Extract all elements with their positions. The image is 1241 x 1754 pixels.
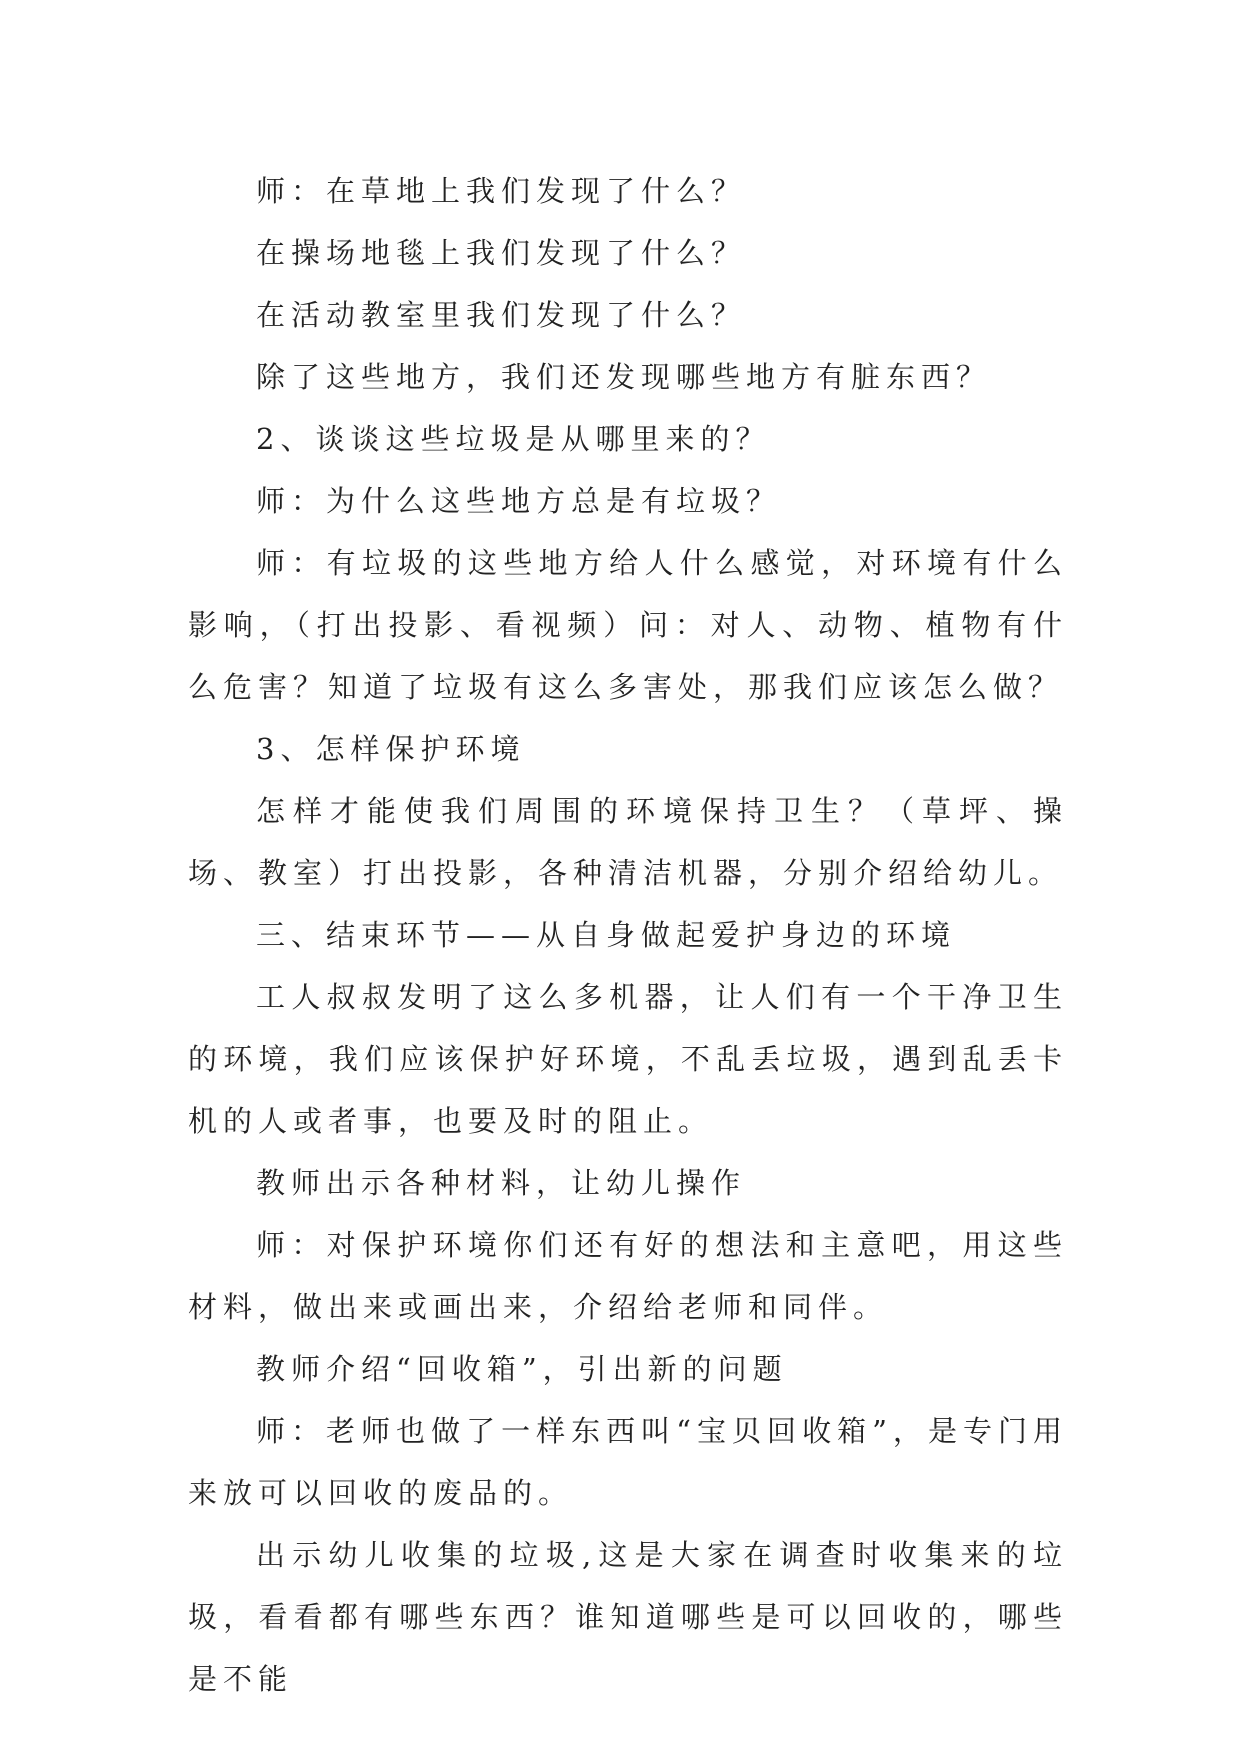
paragraph-1: 师：在草地上我们发现了什么？ [256, 174, 747, 208]
paragraph-6: 师：为什么这些地方总是有垃圾？ [256, 484, 782, 518]
paragraph-3: 在活动教室里我们发现了什么？ [256, 298, 747, 332]
paragraph-13: 师：对保护环境你们还有好的想法和主意吧，用这些材料，做出来或画出来，介绍给老师和同伴。 [188, 1228, 1068, 1324]
paragraph-2: 在操场地毯上我们发现了什么？ [256, 236, 747, 270]
paragraph-7: 师：有垃圾的这些地方给人什么感觉，对环境有什么影响，（打出投影、看视频）问：对人、动物、植物有什么危害？知道了垃圾有这么多害处，那我们应该怎么做？ [188, 546, 1068, 704]
paragraph-8: 3、怎样保护环境 [256, 732, 526, 766]
paragraph-5: 2、谈谈这些垃圾是从哪里来的？ [256, 422, 771, 456]
paragraph-16: 出示幼儿收集的垃圾,这是大家在调查时收集来的垃圾，看看都有哪些东西？谁知道哪些是可以回收的，哪些是不能 [188, 1538, 1068, 1696]
document-body [188, 160, 1068, 1710]
paragraph-11: 工人叔叔发明了这么多机器，让人们有一个干净卫生的环境，我们应该保护好环境，不乱丢垃圾，遇到乱丢卡机的人或者事，也要及时的阻止。 [188, 980, 1068, 1138]
paragraph-14: 教师介绍“回收箱”，引出新的问题 [256, 1352, 788, 1386]
paragraph-4: 除了这些地方，我们还发现哪些地方有脏东西？ [256, 360, 992, 394]
paragraph-15: 师：老师也做了一样东西叫“宝贝回收箱”，是专门用来放可以回收的废品的。 [188, 1414, 1068, 1510]
paragraph-12: 教师出示各种材料，让幼儿操作 [256, 1166, 747, 1200]
paragraph-9: 怎样才能使我们周围的环境保持卫生？（草坪、操场、教室）打出投影，各种清洁机器，分别介绍给幼儿。 [188, 794, 1068, 890]
paragraph-10: 三、结束环节——从自身做起爱护身边的环境 [256, 918, 957, 952]
